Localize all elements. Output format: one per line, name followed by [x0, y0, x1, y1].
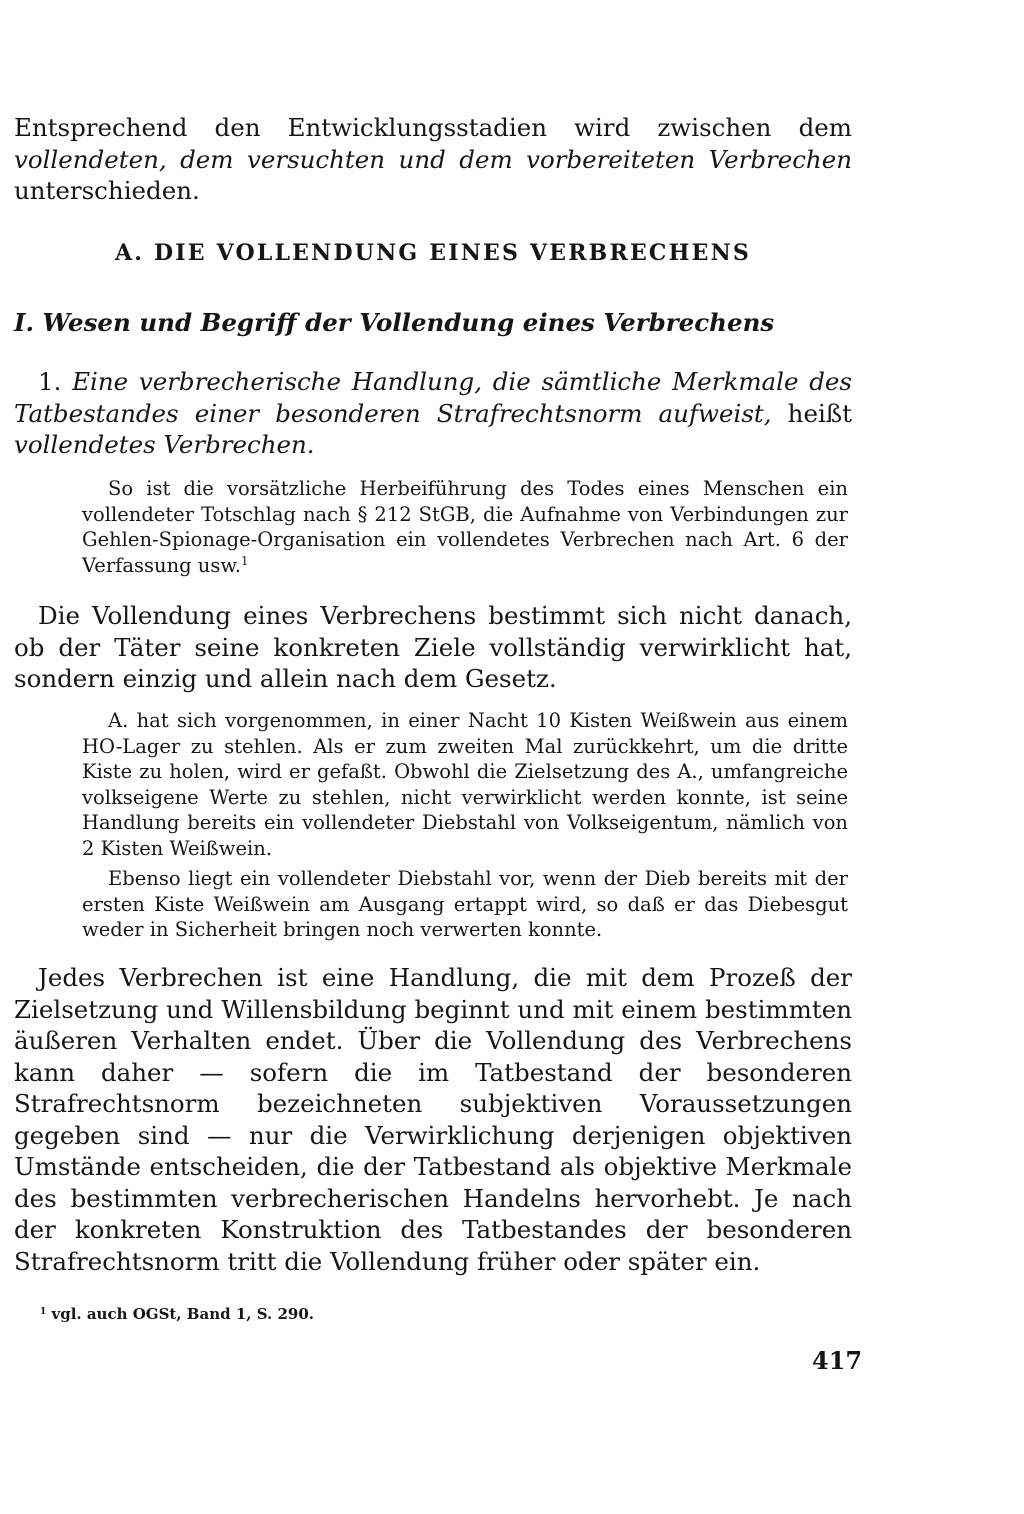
- paragraph-number: 1.: [38, 367, 62, 396]
- footnote: [40, 1305, 314, 1323]
- footnote-marker: 1: [40, 1307, 47, 1317]
- definition-emphasis: Eine verbrecherische Handlung, die sämtliche Merkmale des Tatbestandes einer besonderen Strafrechtsnorm aufweist,: [14, 367, 852, 428]
- footnote-reference: 1: [240, 553, 249, 568]
- section-heading: A. DIE VOLLENDUNG EINES VERBRECHENS: [115, 240, 751, 266]
- subsection-heading: I. Wesen und Begriff der Vollendung eines Verbrechens: [14, 308, 775, 337]
- example-2-part-2: Ebenso liegt ein vollendeter Diebstahl vor, wenn der Dieb bereits mit der ersten Kiste Weißwein am Ausgang ertappt wird, so daß er das Diebesgut weder in Sicherheit bringen noch verwerten konnte.: [82, 867, 848, 941]
- example-1: [82, 476, 848, 578]
- intro-emphasis: vollendeten, dem versuchten und dem vorbereiteten Verbrechen: [14, 144, 852, 174]
- example-1-text: So ist die vorsätzliche Herbeiführung des Todes eines Menschen ein vollendeter Totschlag nach § 212 StGB, die Aufnahme von Verbindungen zur Gehlen-Spionage-Organisation ein vollendetes Verbrechen nach Art. 6 der Verfassung usw.: [82, 477, 848, 577]
- definition-paragraph: [14, 366, 852, 461]
- definition-term: vollendetes Verbrechen.: [14, 430, 315, 459]
- intro-paragraph: [14, 112, 852, 207]
- page-number: 417: [812, 1346, 863, 1375]
- footnote-text: vgl. auch OGSt, Band 1, S. 290.: [46, 1305, 314, 1323]
- example-2-part-1: A. hat sich vorgenommen, in einer Nacht 10 Kisten Weißwein aus einem HO-Lager zu stehlen. Als er zum zweiten Mal zurückkehrt, um die dritte Kiste zu holen, wird er gefaßt. Obwohl die Zielsetzung des A., umfangreiche volkseigene Werte zu stehlen, nicht verwirklicht werden konnte, ist seine Handlung bereits ein vollendeter Diebstahl von Volkseigentum, nämlich von 2 Kisten Weißwein.: [82, 709, 848, 860]
- paragraph-2: Die Vollendung eines Verbrechens bestimmt sich nicht danach, ob der Täter seine konkreten Ziele vollständig verwirklicht hat, sondern einzig und allein nach dem Gesetz.: [14, 601, 852, 693]
- intro-text-end: unterschieden.: [14, 176, 200, 205]
- definition-text: heißt: [771, 398, 852, 428]
- intro-text: Entsprechend den Entwicklungsstadien wird zwischen dem: [14, 113, 852, 142]
- paragraph-3: Jedes Verbrechen ist eine Handlung, die mit dem Prozeß der Zielsetzung und Willensbildung beginnt und mit einem bestimmten äußeren Verhalten endet. Über die Vollendung des Verbrechens kann daher — sofern die im Tatbestand der besonderen Strafrechtsnorm bezeichneten subjektiven Voraussetzungen gegeben sind — nur die Verwirklichung derjenigen objektiven Umstände entscheiden, die der Tatbestand als objektive Merkmale des bestimmten verbrecherischen Handelns hervorhebt. Je nach der konkreten Konstruktion des Tatbestandes der besonderen Strafrechtsnorm tritt die Vollendung früher oder später ein.: [14, 963, 852, 1276]
